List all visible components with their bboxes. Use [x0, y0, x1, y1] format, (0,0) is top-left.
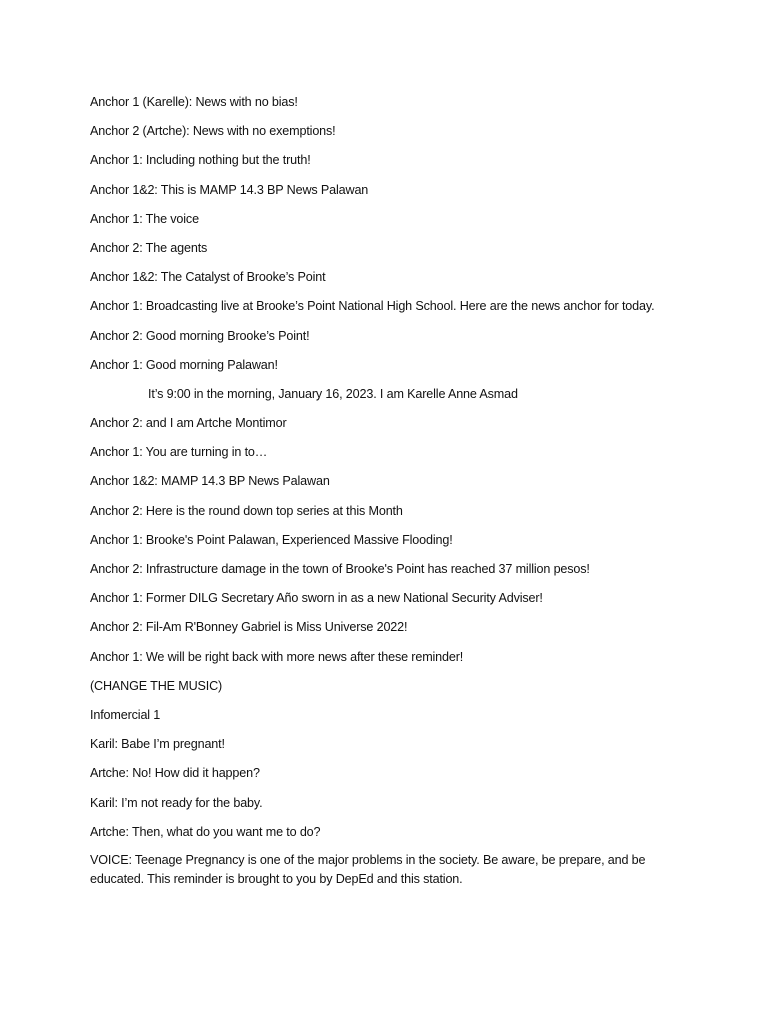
- script-line: Karil: I’m not ready for the baby.: [90, 795, 263, 810]
- script-line: Anchor 2: Here is the round down top series at this Month: [90, 503, 403, 518]
- script-line: Anchor 2: The agents: [90, 240, 208, 255]
- script-line: Anchor 2: Fil-Am R'Bonney Gabriel is Miss Universe 2022!: [90, 620, 408, 635]
- script-line: Anchor 1: Good morning Palawan!: [90, 357, 278, 372]
- script-line: Anchor 1: The voice: [90, 211, 199, 226]
- script-line: Anchor 2: Good morning Brooke’s Point!: [90, 328, 310, 343]
- script-line: Anchor 1&2: The Catalyst of Brooke’s Point: [90, 270, 326, 285]
- script-line: Karil: Babe I’m pregnant!: [90, 737, 225, 752]
- script-paragraph: VOICE: Teenage Pregnancy is one of the major problems in the society. Be aware, be prepare, and be educated. This reminder is brought to you by DepEd and this station.: [90, 852, 646, 886]
- script-line: (CHANGE THE MUSIC): [90, 678, 223, 693]
- script-line: Anchor 1&2: MAMP 14.3 BP News Palawan: [90, 474, 330, 489]
- script-line: Anchor 1: You are turning in to…: [90, 445, 268, 460]
- script-line: Anchor 1: Brooke's Point Palawan, Experienced Massive Flooding!: [90, 532, 453, 547]
- script-body: [90, 92, 690, 889]
- script-line: Infomercial 1: [90, 707, 161, 722]
- script-line: Anchor 1&2: This is MAMP 14.3 BP News Palawan: [90, 182, 369, 197]
- script-line: Anchor 1: We will be right back with more news after these reminder!: [90, 649, 464, 664]
- script-line: Anchor 1: Former DILG Secretary Año sworn in as a new National Security Adviser!: [90, 591, 543, 606]
- script-line: Anchor 2 (Artche): News with no exemptions!: [90, 124, 336, 139]
- script-line: Artche: No! How did it happen?: [90, 766, 260, 781]
- script-line: Anchor 1: Including nothing but the truth!: [90, 153, 311, 168]
- script-line: Anchor 1 (Karelle): News with no bias!: [90, 95, 298, 109]
- script-line: Anchor 1: Broadcasting live at Brooke’s Point National High School. Here are the news anchor for today.: [90, 299, 655, 314]
- script-line: Artche: Then, what do you want me to do?: [90, 824, 321, 839]
- script-line: Anchor 2: Infrastructure damage in the town of Brooke's Point has reached 37 million pesos!: [90, 562, 590, 576]
- script-line-indented: It’s 9:00 in the morning, January 16, 2023. I am Karelle Anne Asmad: [148, 386, 518, 401]
- script-line: Anchor 2: and I am Artche Montimor: [90, 416, 287, 431]
